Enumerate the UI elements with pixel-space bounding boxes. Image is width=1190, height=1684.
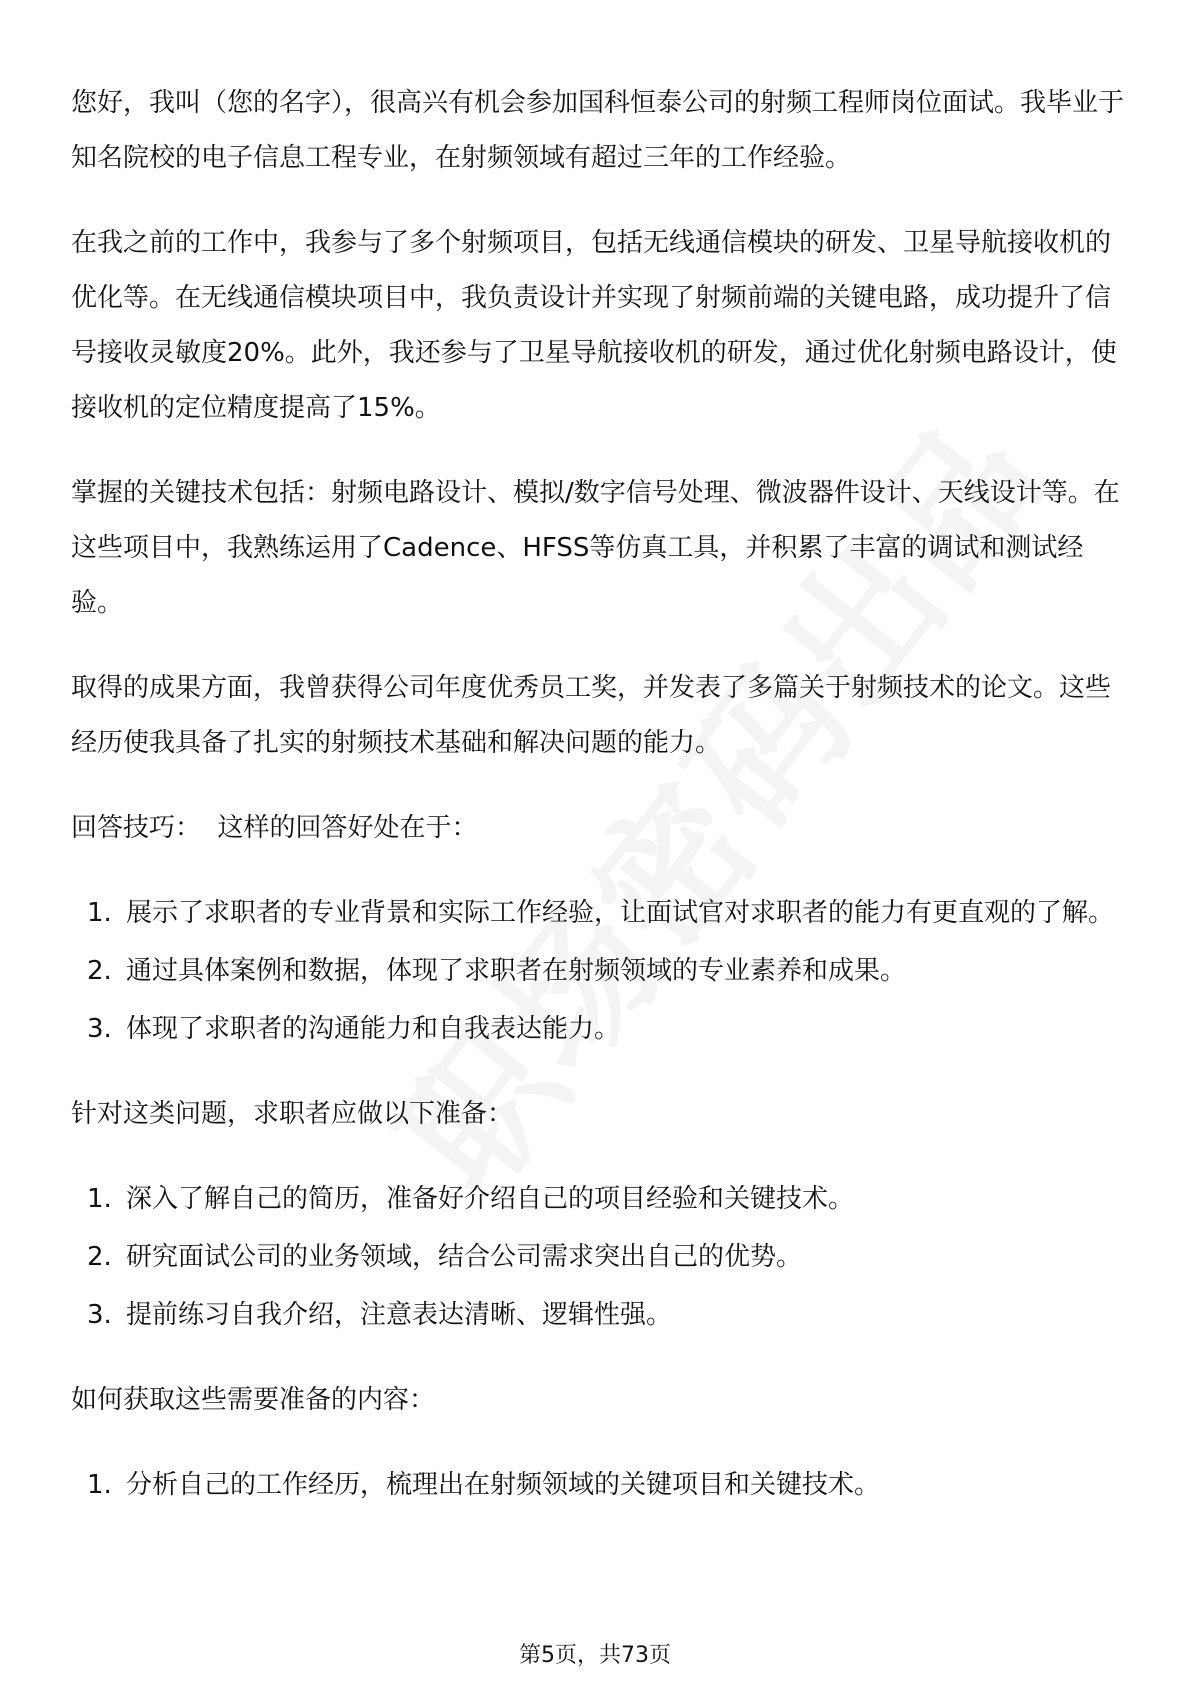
prep-heading: 针对这类问题，求职者应做以下准备：	[71, 1099, 514, 1129]
list-item-text: 提前练习自我介绍，注意表达清晰、逻辑性强。	[126, 1300, 673, 1330]
list-number: 3.	[87, 1300, 112, 1330]
obtain-heading: 如何获取这些需要准备的内容：	[71, 1385, 436, 1415]
list-number: 1.	[87, 898, 112, 928]
list-item	[71, 1002, 1131, 1057]
skills-paragraph: 掌握的关键技术包括：射频电路设计、模拟/数字信号处理、微波器件设计、天线设计等。在这些项目中，我熟练运用了Cadence、HFSS等仿真工具，并积累了丰富的调试和测试经验。	[71, 478, 1120, 618]
prep-list	[71, 1172, 1131, 1343]
experience-paragraph: 在我之前的工作中，我参与了多个射频项目，包括无线通信模块的研发、卫星导航接收机的优化等。在无线通信模块项目中，我负责设计并实现了射频前端的关键电路，成功提升了信号接收灵敏度20%。此外，我还参与了卫星导航接收机的研发，通过优化射频电路设计，使接收机的定位精度提高了15%。	[71, 228, 1117, 423]
list-number: 1.	[87, 1470, 112, 1500]
list-item-text: 体现了求职者的沟通能力和自我表达能力。	[126, 1014, 621, 1044]
page-content	[71, 76, 1131, 1543]
list-number: 2.	[87, 1242, 112, 1272]
list-item	[71, 1458, 1131, 1513]
list-number: 1.	[87, 1184, 112, 1214]
list-item-text: 深入了解自己的简历，准备好介绍自己的项目经验和关键技术。	[126, 1184, 855, 1214]
tips-heading: 回答技巧： 这样的回答好处在于：	[71, 813, 478, 843]
list-item	[71, 1230, 1131, 1285]
achievements-paragraph: 取得的成果方面，我曾获得公司年度优秀员工奖，并发表了多篇关于射频技术的论文。这些经历使我具备了扎实的射频技术基础和解决问题的能力。	[71, 673, 1112, 758]
list-item-text: 通过具体案例和数据，体现了求职者在射频领域的专业素养和成果。	[126, 956, 907, 986]
list-item	[71, 886, 1131, 941]
list-item-text: 研究面试公司的业务领域，结合公司需求突出自己的优势。	[126, 1242, 803, 1272]
intro-paragraph: 您好，我叫（您的名字），很高兴有机会参加国科恒泰公司的射频工程师岗位面试。我毕业于知名院校的电子信息工程专业，在射频领域有超过三年的工作经验。	[71, 88, 1125, 173]
list-item-text: 分析自己的工作经历，梳理出在射频领域的关键项目和关键技术。	[126, 1470, 881, 1500]
list-item	[71, 1288, 1131, 1343]
list-item	[71, 1172, 1131, 1227]
obtain-list	[71, 1458, 1131, 1513]
list-number: 3.	[87, 1014, 112, 1044]
list-item	[71, 944, 1131, 999]
list-item-text: 展示了求职者的专业背景和实际工作经验，让面试官对求职者的能力有更直观的了解。	[126, 898, 1115, 928]
list-number: 2.	[87, 956, 112, 986]
tips-list	[71, 886, 1131, 1057]
page-footer: 第5页，共73页	[519, 1643, 671, 1668]
